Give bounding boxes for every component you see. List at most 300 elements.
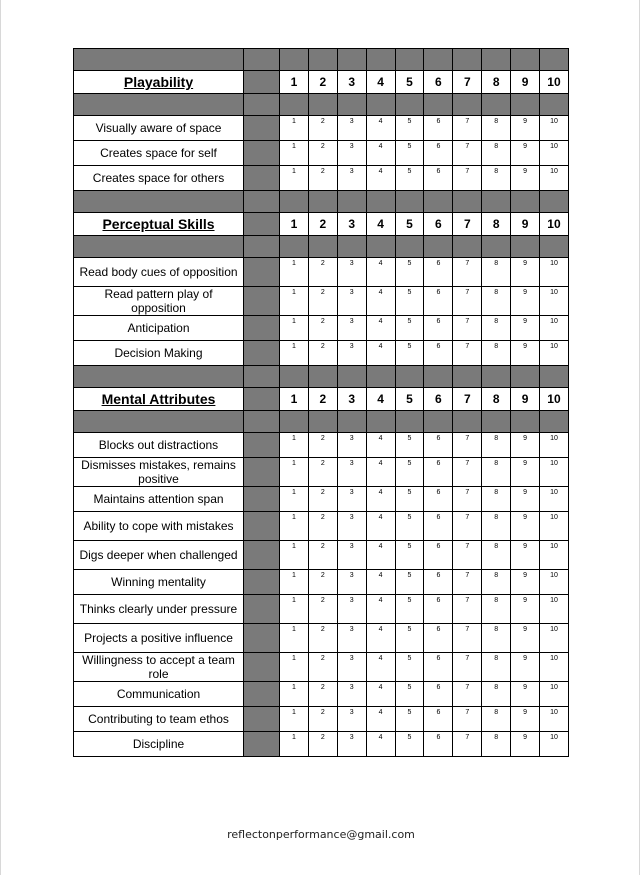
rating-cell[interactable]: 2 [308, 287, 337, 316]
table-row [74, 141, 569, 166]
band-cell [337, 49, 366, 71]
rating-cell[interactable]: 7 [453, 512, 482, 541]
band-cell [337, 366, 366, 388]
rating-cell[interactable]: 6 [424, 141, 453, 166]
rating-cell[interactable]: 4 [366, 707, 395, 732]
rating-cell[interactable]: 9 [511, 341, 540, 366]
band-cell [337, 94, 366, 116]
rating-cell[interactable]: 6 [424, 458, 453, 487]
rating-cell[interactable]: 6 [424, 541, 453, 570]
band-cell [395, 191, 424, 213]
rating-cell[interactable]: 6 [424, 287, 453, 316]
table-row [74, 570, 569, 595]
rating-cell[interactable]: 3 [337, 541, 366, 570]
rating-cell[interactable]: 6 [424, 512, 453, 541]
table-row [74, 287, 569, 316]
band-cell [366, 366, 395, 388]
rating-cell[interactable]: 6 [424, 707, 453, 732]
rating-cell[interactable]: 4 [366, 624, 395, 653]
rating-cell[interactable]: 6 [424, 595, 453, 624]
rating-cell[interactable]: 4 [366, 433, 395, 458]
band-cell [244, 94, 280, 116]
rating-cell[interactable]: 6 [424, 116, 453, 141]
rating-cell[interactable]: 3 [337, 458, 366, 487]
rating-cell[interactable]: 5 [395, 732, 424, 757]
table-row [74, 166, 569, 191]
rating-cell[interactable]: 4 [366, 512, 395, 541]
rating-cell[interactable]: 5 [395, 258, 424, 287]
scale-header-number: 5 [395, 213, 424, 236]
table-row [74, 116, 569, 141]
section-title: Playability [74, 71, 244, 94]
band-cell [74, 236, 244, 258]
rating-cell[interactable]: 1 [280, 258, 309, 287]
band-cell [482, 366, 511, 388]
rating-cell[interactable]: 4 [366, 287, 395, 316]
rating-cell[interactable]: 6 [424, 316, 453, 341]
rating-cell[interactable]: 1 [280, 116, 309, 141]
rating-cell[interactable]: 1 [280, 541, 309, 570]
rating-cell[interactable]: 8 [482, 595, 511, 624]
rating-cell[interactable]: 7 [453, 732, 482, 757]
rating-cell[interactable]: 4 [366, 487, 395, 512]
rating-cell[interactable]: 10 [540, 141, 569, 166]
rating-cell[interactable]: 1 [280, 316, 309, 341]
section-header-row [74, 213, 569, 236]
band-cell [74, 411, 244, 433]
scale-header-number: 4 [366, 213, 395, 236]
rating-cell[interactable]: 2 [308, 595, 337, 624]
rating-cell[interactable]: 10 [540, 682, 569, 707]
scale-header-number: 7 [453, 388, 482, 411]
rating-cell[interactable]: 2 [308, 433, 337, 458]
rating-cell[interactable]: 8 [482, 707, 511, 732]
gap-cell [244, 341, 280, 366]
band-cell [482, 411, 511, 433]
table-row [74, 458, 569, 487]
scale-header-number: 9 [511, 71, 540, 94]
rating-cell[interactable]: 1 [280, 595, 309, 624]
rating-cell[interactable]: 3 [337, 258, 366, 287]
rating-cell[interactable]: 5 [395, 541, 424, 570]
scale-header-number: 9 [511, 213, 540, 236]
rating-cell[interactable]: 5 [395, 166, 424, 191]
rating-cell[interactable]: 7 [453, 624, 482, 653]
rating-cell[interactable]: 5 [395, 487, 424, 512]
rating-cell[interactable]: 7 [453, 487, 482, 512]
attribute-label: Thinks clearly under pressure [74, 595, 244, 624]
rating-cell[interactable]: 1 [280, 682, 309, 707]
band-cell [74, 366, 244, 388]
rating-cell[interactable]: 2 [308, 166, 337, 191]
rating-cell[interactable]: 4 [366, 341, 395, 366]
section-sub-band [74, 411, 569, 433]
rating-cell[interactable]: 4 [366, 116, 395, 141]
rating-cell[interactable]: 10 [540, 512, 569, 541]
band-cell [395, 411, 424, 433]
rating-cell[interactable]: 3 [337, 707, 366, 732]
rating-cell[interactable]: 7 [453, 341, 482, 366]
rating-cell[interactable]: 5 [395, 653, 424, 682]
rating-cell[interactable]: 2 [308, 512, 337, 541]
gap-cell [244, 71, 280, 94]
rating-cell[interactable]: 3 [337, 116, 366, 141]
band-cell [244, 366, 280, 388]
rating-cell[interactable]: 6 [424, 570, 453, 595]
attribute-label: Ability to cope with mistakes [74, 512, 244, 541]
scale-header-number: 5 [395, 388, 424, 411]
scale-header-number: 9 [511, 388, 540, 411]
rating-cell[interactable]: 1 [280, 433, 309, 458]
gap-cell [244, 458, 280, 487]
band-cell [366, 236, 395, 258]
rating-cell[interactable]: 2 [308, 653, 337, 682]
rating-cell[interactable]: 10 [540, 595, 569, 624]
rating-cell[interactable]: 9 [511, 653, 540, 682]
rating-cell[interactable]: 8 [482, 433, 511, 458]
gap-cell [244, 141, 280, 166]
assessment-table [73, 48, 569, 757]
rating-cell[interactable]: 8 [482, 570, 511, 595]
rating-cell[interactable]: 10 [540, 458, 569, 487]
rating-cell[interactable]: 2 [308, 258, 337, 287]
rating-cell[interactable]: 9 [511, 316, 540, 341]
band-cell [424, 366, 453, 388]
rating-cell[interactable]: 9 [511, 141, 540, 166]
rating-cell[interactable]: 7 [453, 433, 482, 458]
table-row [74, 653, 569, 682]
rating-cell[interactable]: 2 [308, 316, 337, 341]
rating-cell[interactable]: 2 [308, 624, 337, 653]
rating-cell[interactable]: 10 [540, 570, 569, 595]
gap-cell [244, 258, 280, 287]
rating-cell[interactable]: 6 [424, 341, 453, 366]
band-cell [337, 411, 366, 433]
rating-cell[interactable]: 9 [511, 541, 540, 570]
rating-cell[interactable]: 10 [540, 316, 569, 341]
rating-cell[interactable]: 3 [337, 487, 366, 512]
rating-cell[interactable]: 4 [366, 653, 395, 682]
band-cell [244, 236, 280, 258]
rating-cell[interactable]: 8 [482, 487, 511, 512]
scale-header-number: 4 [366, 388, 395, 411]
rating-cell[interactable]: 10 [540, 624, 569, 653]
scale-header-number: 7 [453, 71, 482, 94]
rating-cell[interactable]: 6 [424, 624, 453, 653]
rating-cell[interactable]: 10 [540, 541, 569, 570]
rating-cell[interactable]: 1 [280, 458, 309, 487]
band-cell [337, 191, 366, 213]
rating-cell[interactable]: 6 [424, 487, 453, 512]
rating-cell[interactable]: 7 [453, 682, 482, 707]
rating-cell[interactable]: 8 [482, 341, 511, 366]
rating-cell[interactable]: 8 [482, 653, 511, 682]
rating-cell[interactable]: 3 [337, 341, 366, 366]
rating-cell[interactable]: 10 [540, 287, 569, 316]
gap-cell [244, 287, 280, 316]
rating-cell[interactable]: 10 [540, 341, 569, 366]
rating-cell[interactable]: 6 [424, 732, 453, 757]
rating-cell[interactable]: 8 [482, 258, 511, 287]
rating-cell[interactable]: 3 [337, 682, 366, 707]
attribute-label: Creates space for others [74, 166, 244, 191]
rating-cell[interactable]: 4 [366, 732, 395, 757]
rating-cell[interactable]: 4 [366, 258, 395, 287]
rating-cell[interactable]: 9 [511, 116, 540, 141]
band-cell [424, 191, 453, 213]
rating-cell[interactable]: 8 [482, 116, 511, 141]
rating-cell[interactable]: 1 [280, 707, 309, 732]
band-cell [74, 94, 244, 116]
band-cell [366, 49, 395, 71]
table-row [74, 541, 569, 570]
scale-header-number: 1 [280, 388, 309, 411]
band-cell [453, 49, 482, 71]
rating-cell[interactable]: 3 [337, 653, 366, 682]
rating-cell[interactable]: 10 [540, 116, 569, 141]
band-cell [74, 49, 244, 71]
attribute-label: Visually aware of space [74, 116, 244, 141]
rating-cell[interactable]: 2 [308, 707, 337, 732]
rating-cell[interactable]: 5 [395, 512, 424, 541]
rating-cell[interactable]: 10 [540, 166, 569, 191]
rating-cell[interactable]: 5 [395, 458, 424, 487]
rating-cell[interactable]: 1 [280, 512, 309, 541]
rating-cell[interactable]: 9 [511, 433, 540, 458]
rating-cell[interactable]: 7 [453, 458, 482, 487]
band-cell [424, 411, 453, 433]
rating-cell[interactable]: 2 [308, 487, 337, 512]
rating-cell[interactable]: 10 [540, 487, 569, 512]
rating-cell[interactable]: 8 [482, 141, 511, 166]
rating-cell[interactable]: 2 [308, 141, 337, 166]
band-cell [395, 49, 424, 71]
rating-cell[interactable]: 5 [395, 141, 424, 166]
gap-cell [244, 595, 280, 624]
attribute-label: Contributing to team ethos [74, 707, 244, 732]
rating-cell[interactable]: 1 [280, 624, 309, 653]
band-cell [280, 366, 309, 388]
band-cell [308, 366, 337, 388]
rating-cell[interactable]: 9 [511, 287, 540, 316]
rating-cell[interactable]: 4 [366, 316, 395, 341]
rating-cell[interactable]: 9 [511, 595, 540, 624]
rating-cell[interactable]: 2 [308, 341, 337, 366]
table-row [74, 732, 569, 757]
scale-header-number: 10 [540, 71, 569, 94]
gap-cell [244, 487, 280, 512]
rating-cell[interactable]: 3 [337, 141, 366, 166]
rating-cell[interactable]: 2 [308, 732, 337, 757]
rating-cell[interactable]: 3 [337, 433, 366, 458]
rating-cell[interactable]: 8 [482, 316, 511, 341]
band-cell [366, 94, 395, 116]
gap-cell [244, 213, 280, 236]
table-row [74, 595, 569, 624]
rating-cell[interactable]: 9 [511, 512, 540, 541]
attribute-label: Projects a positive influence [74, 624, 244, 653]
rating-cell[interactable]: 7 [453, 707, 482, 732]
scale-header-number: 8 [482, 213, 511, 236]
rating-cell[interactable]: 4 [366, 570, 395, 595]
rating-cell[interactable]: 8 [482, 541, 511, 570]
rating-cell[interactable]: 8 [482, 458, 511, 487]
rating-cell[interactable]: 5 [395, 624, 424, 653]
rating-cell[interactable]: 3 [337, 595, 366, 624]
rating-cell[interactable]: 2 [308, 570, 337, 595]
scale-header-number: 6 [424, 71, 453, 94]
rating-cell[interactable]: 9 [511, 624, 540, 653]
rating-cell[interactable]: 9 [511, 166, 540, 191]
rating-cell[interactable]: 9 [511, 732, 540, 757]
rating-cell[interactable]: 2 [308, 116, 337, 141]
scale-header-number: 3 [337, 71, 366, 94]
rating-cell[interactable]: 4 [366, 458, 395, 487]
rating-cell[interactable]: 6 [424, 653, 453, 682]
rating-cell[interactable]: 1 [280, 166, 309, 191]
rating-cell[interactable]: 1 [280, 487, 309, 512]
rating-cell[interactable]: 2 [308, 458, 337, 487]
rating-cell[interactable]: 7 [453, 595, 482, 624]
attribute-label: Read pattern play of opposition [74, 287, 244, 316]
rating-cell[interactable]: 4 [366, 141, 395, 166]
rating-cell[interactable]: 10 [540, 258, 569, 287]
rating-cell[interactable]: 5 [395, 570, 424, 595]
attribute-label: Digs deeper when challenged [74, 541, 244, 570]
band-cell [540, 366, 569, 388]
rating-cell[interactable]: 4 [366, 682, 395, 707]
scale-header-number: 10 [540, 213, 569, 236]
rating-cell[interactable]: 5 [395, 341, 424, 366]
section-top-band [74, 366, 569, 388]
rating-cell[interactable]: 2 [308, 541, 337, 570]
rating-cell[interactable]: 9 [511, 458, 540, 487]
rating-cell[interactable]: 2 [308, 682, 337, 707]
rating-cell[interactable]: 8 [482, 732, 511, 757]
band-cell [511, 49, 540, 71]
table-row [74, 707, 569, 732]
attribute-label: Anticipation [74, 316, 244, 341]
gap-cell [244, 732, 280, 757]
rating-cell[interactable]: 1 [280, 141, 309, 166]
band-cell [280, 236, 309, 258]
rating-cell[interactable]: 7 [453, 166, 482, 191]
rating-cell[interactable]: 1 [280, 341, 309, 366]
gap-cell [244, 570, 280, 595]
band-cell [280, 411, 309, 433]
rating-cell[interactable]: 3 [337, 570, 366, 595]
rating-cell[interactable]: 5 [395, 116, 424, 141]
rating-cell[interactable]: 10 [540, 707, 569, 732]
rating-cell[interactable]: 3 [337, 166, 366, 191]
scale-header-number: 3 [337, 388, 366, 411]
rating-cell[interactable]: 4 [366, 595, 395, 624]
rating-cell[interactable]: 7 [453, 116, 482, 141]
table-row [74, 433, 569, 458]
rating-cell[interactable]: 3 [337, 287, 366, 316]
rating-cell[interactable]: 5 [395, 287, 424, 316]
rating-cell[interactable]: 10 [540, 653, 569, 682]
band-cell [244, 411, 280, 433]
rating-cell[interactable]: 4 [366, 166, 395, 191]
scale-header-number: 8 [482, 71, 511, 94]
rating-cell[interactable]: 7 [453, 141, 482, 166]
rating-cell[interactable]: 5 [395, 707, 424, 732]
rating-cell[interactable]: 6 [424, 166, 453, 191]
rating-cell[interactable]: 9 [511, 707, 540, 732]
band-cell [424, 49, 453, 71]
rating-cell[interactable]: 9 [511, 487, 540, 512]
attribute-label: Blocks out distractions [74, 433, 244, 458]
rating-cell[interactable]: 9 [511, 682, 540, 707]
table-row [74, 487, 569, 512]
scale-header-number: 6 [424, 213, 453, 236]
rating-cell[interactable]: 7 [453, 287, 482, 316]
gap-cell [244, 512, 280, 541]
rating-cell[interactable]: 7 [453, 570, 482, 595]
rating-cell[interactable]: 1 [280, 732, 309, 757]
attribute-label: Willingness to accept a team role [74, 653, 244, 682]
band-cell [280, 191, 309, 213]
gap-cell [244, 116, 280, 141]
band-cell [244, 191, 280, 213]
rating-cell[interactable]: 7 [453, 316, 482, 341]
rating-cell[interactable]: 1 [280, 287, 309, 316]
rating-cell[interactable]: 9 [511, 570, 540, 595]
rating-cell[interactable]: 10 [540, 433, 569, 458]
rating-cell[interactable]: 8 [482, 287, 511, 316]
rating-cell[interactable]: 3 [337, 624, 366, 653]
band-cell [511, 366, 540, 388]
rating-cell[interactable]: 8 [482, 166, 511, 191]
rating-cell[interactable]: 7 [453, 653, 482, 682]
rating-cell[interactable]: 5 [395, 433, 424, 458]
rating-cell[interactable]: 7 [453, 541, 482, 570]
gap-cell [244, 653, 280, 682]
rating-cell[interactable]: 10 [540, 732, 569, 757]
rating-cell[interactable]: 6 [424, 433, 453, 458]
rating-cell[interactable]: 8 [482, 682, 511, 707]
rating-cell[interactable]: 6 [424, 258, 453, 287]
band-cell [395, 236, 424, 258]
rating-cell[interactable]: 4 [366, 541, 395, 570]
rating-cell[interactable]: 1 [280, 653, 309, 682]
attribute-label: Winning mentality [74, 570, 244, 595]
section-top-band [74, 191, 569, 213]
scale-header-number: 2 [308, 388, 337, 411]
rating-cell[interactable]: 3 [337, 732, 366, 757]
section-title: Mental Attributes [74, 388, 244, 411]
rating-cell[interactable]: 5 [395, 682, 424, 707]
attribute-label: Read body cues of opposition [74, 258, 244, 287]
rating-cell[interactable]: 5 [395, 595, 424, 624]
rating-cell[interactable]: 8 [482, 512, 511, 541]
rating-cell[interactable]: 7 [453, 258, 482, 287]
scale-header-number: 10 [540, 388, 569, 411]
rating-cell[interactable]: 3 [337, 316, 366, 341]
rating-cell[interactable]: 8 [482, 624, 511, 653]
attribute-label: Decision Making [74, 341, 244, 366]
rating-cell[interactable]: 1 [280, 570, 309, 595]
rating-cell[interactable]: 3 [337, 512, 366, 541]
scale-header-number: 4 [366, 71, 395, 94]
band-cell [244, 49, 280, 71]
rating-cell[interactable]: 6 [424, 682, 453, 707]
gap-cell [244, 388, 280, 411]
rating-cell[interactable]: 5 [395, 316, 424, 341]
rating-cell[interactable]: 9 [511, 258, 540, 287]
section-header-row [74, 71, 569, 94]
